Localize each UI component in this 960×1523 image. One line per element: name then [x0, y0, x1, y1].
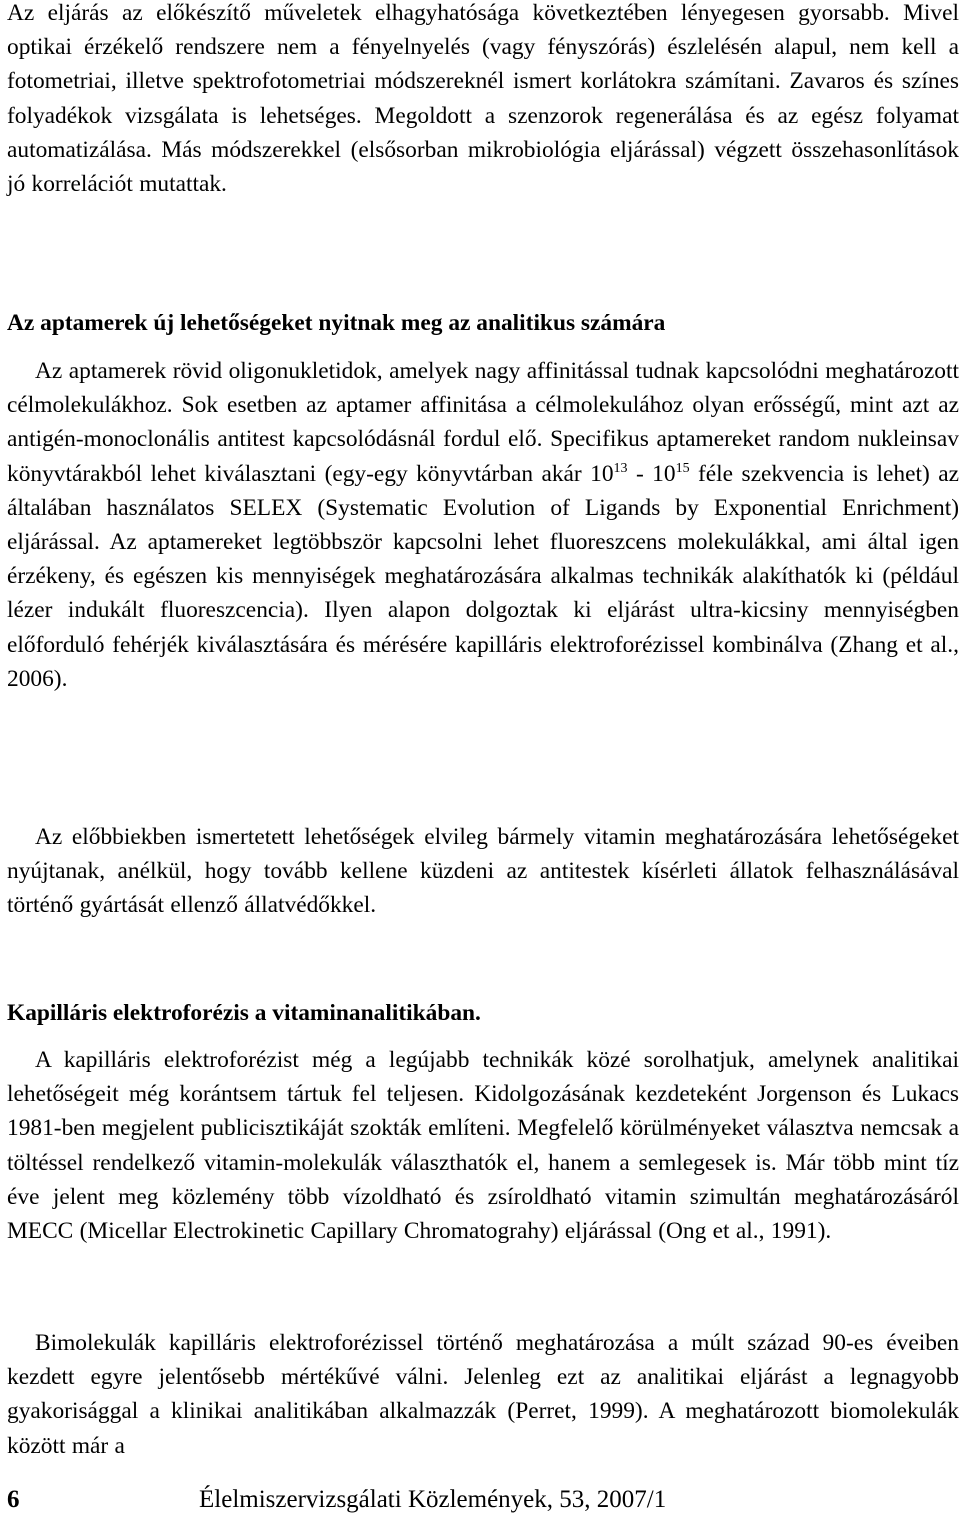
journal-citation: Élelmiszervizsgálati Közlemények, 53, 2007/1 [199, 1486, 667, 1513]
section-heading: Az aptamerek új lehetőségeket nyitnak meg az analitikus számára [7, 310, 666, 336]
body-paragraph: Az előbbiekben ismertetett lehetőségek elvileg bármely vitamin meghatározására lehetőségeket nyújtanak, anélkül, hogy tovább kellene küzdeni az antitestek kísérleti állatok felhasználásával történő gyártását ellenző állatvédőkkel. [7, 824, 959, 919]
paragraph-text: - 10 [627, 460, 676, 487]
body-paragraph: Bimolekulák kapilláris elektroforézissel történő meghatározása a múlt század 90-es éveiben kezdett egyre jelentősebb mértékűvé válni. Jelenleg ezt az analitikai eljárást a legnagyobb gyakorisággal a klinikai analitikában alkalmazzák (Perret, 1999). A meghatározott biomolekulák között már a [7, 1330, 959, 1459]
body-paragraph: A kapilláris elektroforézist még a legújabb technikák közé sorolhatjuk, amelynek analitikai lehetőségeit még korántsem tártuk fel teljesen. Kidolgozásának kezdeteként Jorgenson és Lukacs 1981-ben megjelent publicisztikáját szokták említeni. Megfelelő körülményeket választva nemcsak a töltéssel rendelkező vitamin-molekulák választhatók el, hanem a semlegesek is. Már több mint tíz éve jelent meg közlemény több vízoldható és zsíroldható vitamin szimultán meghatározásáról MECC (Micellar Electrokinetic Capillary Chromatograhy) eljárással (Ong et al., 1991). [7, 1047, 959, 1245]
page-footer [7, 1483, 959, 1517]
superscript: 15 [675, 460, 690, 476]
paragraph-text: féle szekvencia is lehet) az általában használatos SELEX (Systematic Evolution of Ligands by Exponential Enrichment) eljárással. Az aptamereket legtöbbször kapcsolni lehet fluoreszcens molekulákkal, ami által igen érzékeny, és egészen kis mennyiségek meghatározására alkalmas technikák alakíthatók ki (például lézer indukált fluoreszcencia). Ilyen alapon dolgoztak ki eljárást ultra-kicsiny mennyiségben előforduló fehérjék kiválasztására és mérésére kapilláris elektroforézissel kombinálva (Zhang et al., 2006). [7, 460, 959, 692]
superscript: 13 [613, 460, 628, 476]
body-paragraph: Az eljárás az előkészítő műveletek elhagyhatósága következtében lényegesen gyorsabb. Mivel optikai érzékelő rendszere nem a fényelnyelés (vagy fényszórás) észlelésén alapul, nem kell a fotometriai, illetve spektrofotometriai módszereknél ismert korlátokra számítani. Zavaros és színes folyadékok vizsgálata is lehetséges. Megoldott a szenzorok regenerálása és az egész folyamat automatizálása. Más módszerekkel (elsősorban mikrobiológia eljárással) végzett összehasonlítások jó korrelációt mutattak. [7, 0, 959, 198]
body-paragraph [7, 354, 959, 696]
page-number: 6 [7, 1486, 20, 1513]
paragraph-text: Az aptamerek rövid oligonukletidok, amelyek nagy affinitással tudnak kapcsolódni meghatározott célmolekulákhoz. Sok esetben az aptamer affinitása a célmolekulához olyan erősségű, mint azt az antigén-monoclonális antitest kapcsolódásnál fordul elő. Specifikus aptamereket random nukleinsav könyvtárakból lehet kiválasztani (egy-egy könyvtárban akár 10 [7, 358, 959, 487]
section-heading: Kapilláris elektroforézis a vitaminanalitikában. [7, 1000, 481, 1026]
